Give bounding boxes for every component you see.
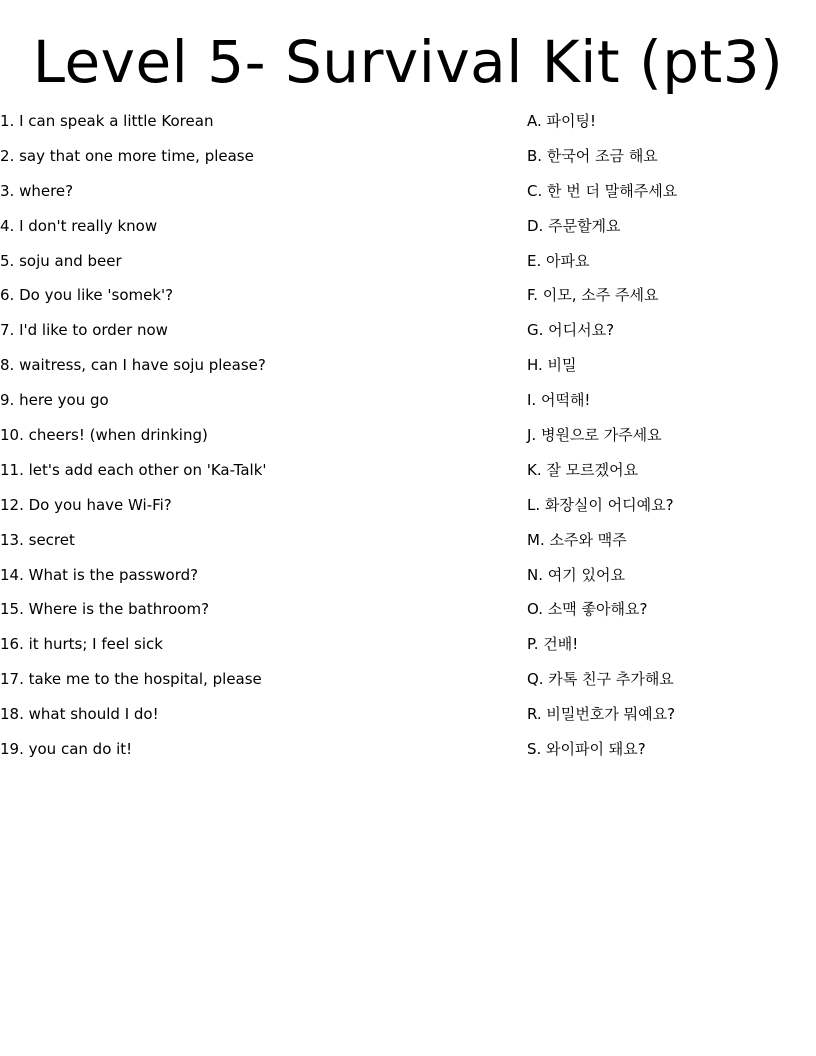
answer-item: K. 잘 모르겠어요 bbox=[527, 460, 639, 479]
answer-item: R. 비밀번호가 뭐예요? bbox=[527, 705, 676, 724]
clue-item: 12. Do you have Wi-Fi? bbox=[0, 495, 172, 514]
answer-item: P. 건배! bbox=[527, 635, 579, 654]
clue-item: 5. soju and beer bbox=[0, 251, 122, 270]
answer-item: E. 아파요 bbox=[527, 251, 590, 270]
clue-list bbox=[0, 104, 500, 767]
answer-item: L. 화장실이 어디예요? bbox=[527, 495, 674, 514]
clue-item: 6. Do you like 'somek'? bbox=[0, 286, 174, 305]
clue-item: 17. take me to the hospital, please bbox=[0, 670, 262, 689]
answer-item: M. 소주와 맥주 bbox=[527, 530, 627, 549]
answer-item: I. 어떡해! bbox=[527, 391, 591, 410]
clue-item: 1. I can speak a little Korean bbox=[0, 112, 214, 130]
worksheet-title: Level 5- Survival Kit (pt3) bbox=[32, 28, 784, 96]
answer-item: A. 파이팅! bbox=[527, 112, 597, 130]
clue-item: 15. Where is the bathroom? bbox=[0, 600, 210, 619]
answer-item: Q. 카톡 친구 추가해요 bbox=[527, 670, 674, 689]
answer-item: J. 병원으로 가주세요 bbox=[527, 426, 662, 445]
answer-item: N. 여기 있어요 bbox=[527, 565, 625, 584]
answer-item: B. 한국어 조금 해요 bbox=[527, 146, 658, 165]
answer-item: H. 비밀 bbox=[527, 356, 577, 375]
clue-item: 13. secret bbox=[0, 530, 75, 549]
answer-item: G. 어디서요? bbox=[527, 321, 615, 340]
clue-item: 7. I'd like to order now bbox=[0, 321, 168, 340]
clue-item: 11. let's add each other on 'Ka-Talk' bbox=[0, 460, 267, 479]
answer-item: C. 한 번 더 말해주세요 bbox=[527, 181, 678, 200]
clue-item: 16. it hurts; I feel sick bbox=[0, 635, 163, 654]
clue-item: 10. cheers! (when drinking) bbox=[0, 426, 208, 445]
answer-item: O. 소맥 좋아해요? bbox=[527, 600, 648, 619]
answer-item: D. 주문할게요 bbox=[527, 216, 621, 235]
clue-item: 9. here you go bbox=[0, 391, 109, 410]
clue-item: 8. waitress, can I have soju please? bbox=[0, 356, 266, 375]
clue-item: 14. What is the password? bbox=[0, 565, 199, 584]
answer-list bbox=[527, 104, 816, 767]
clue-item: 19. you can do it! bbox=[0, 740, 133, 759]
clue-item: 3. where? bbox=[0, 181, 74, 200]
clue-item: 2. say that one more time, please bbox=[0, 146, 254, 165]
clue-item: 18. what should I do! bbox=[0, 705, 159, 724]
answer-item: S. 와이파이 돼요? bbox=[527, 740, 646, 759]
clue-item: 4. I don't really know bbox=[0, 216, 158, 235]
answer-item: F. 이모, 소주 주세요 bbox=[527, 286, 659, 305]
